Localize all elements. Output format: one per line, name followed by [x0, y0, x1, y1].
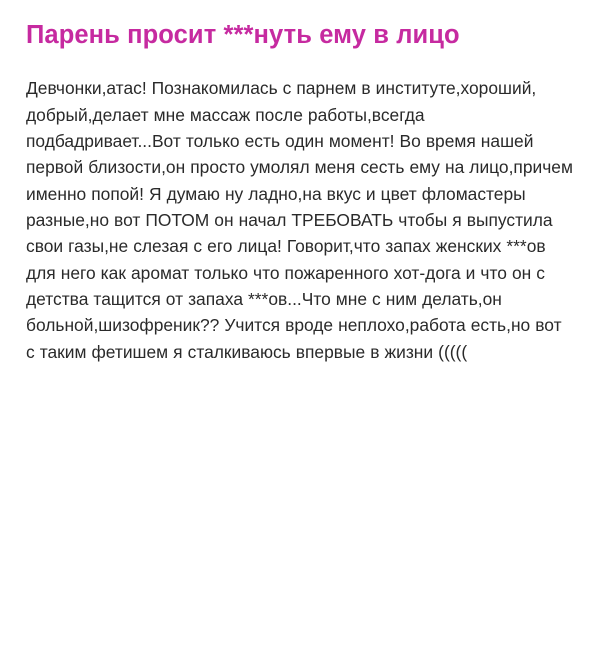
- post-title: Парень просит ***нуть ему в лицо: [26, 21, 460, 49]
- post-body: Девчонки,атас! Познакомилась с парнем в институте,хороший, добрый,делает мне массаж после работы,всегда подбадривает...Вот только есть один момент! Во время нашей первой близости,он просто умолял меня сесть ему на лицо,причем именно попой! Я думаю ну ладно,на вкус и цвет фломастеры разные,но вот ПОТОМ он начал ТРЕБОВАТЬ чтобы я выпустила свои газы,не слезая с его лица! Говорит,что запах женских ***ов для него как аромат только что пожаренного хот-дога и что он с детства тащится от запаха ***ов...Что мне с ним делать,он больной,шизофреник?? Учится вроде неплохо,работа есть,но вот с таким фетишем я сталкиваюсь впервые в жизни (((((: [26, 78, 573, 362]
